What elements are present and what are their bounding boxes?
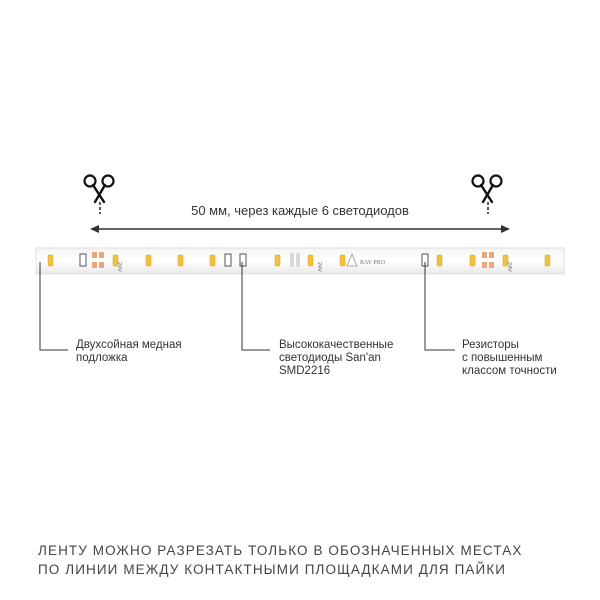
cut-instructions-line-1: ЛЕНТУ МОЖНО РАЗРЕЗАТЬ ТОЛЬКО В ОБОЗНАЧЕННЫХ МЕСТАХ: [38, 543, 523, 558]
led-chip: [146, 255, 151, 266]
led-chip: [275, 255, 280, 266]
led-chip: [437, 255, 442, 266]
solder-pad: [482, 252, 487, 258]
cut-instructions-line-2: ПО ЛИНИИ МЕЖДУ КОНТАКТНЫМИ ПЛОЩАДКАМИ ДЛЯ ПАЙКИ: [38, 562, 507, 577]
led-chip: [470, 255, 475, 266]
resistor: [422, 254, 428, 266]
led-strip: [0, 240, 600, 280]
callout-leds: Высококачественные светодиоды San'an SMD2216: [279, 339, 394, 377]
voltage-mark: 24V: [506, 262, 512, 272]
measurement-label: 50 мм, через каждые 6 светодиодов: [191, 203, 409, 218]
solder-pad: [489, 262, 494, 268]
voltage-mark: 24V: [316, 262, 322, 272]
resistor: [225, 254, 231, 266]
solder-pad: [92, 252, 97, 258]
resistor: [80, 254, 86, 266]
solder-pad: [482, 262, 487, 268]
callout-resistors: Резисторы с повышенным классом точности: [462, 339, 557, 377]
solder-pad: [489, 252, 494, 258]
led-chip: [340, 255, 345, 266]
contact-pad: [290, 253, 294, 267]
contact-pad: [296, 253, 300, 267]
led-chip: [545, 255, 550, 266]
cut-instructions: [38, 541, 578, 579]
dimension-arrow: [90, 222, 510, 236]
led-chip: [210, 255, 215, 266]
led-chip: [48, 255, 53, 266]
led-chip: [178, 255, 183, 266]
brand-mark: RAY PRO: [360, 260, 386, 266]
resistor: [240, 254, 246, 266]
led-chip: [308, 255, 313, 266]
solder-pad: [99, 252, 104, 258]
callout-copper-substrate: Двухсойная медная подложка: [76, 339, 182, 364]
solder-pad: [92, 262, 97, 268]
solder-pad: [99, 262, 104, 268]
voltage-mark: 24V: [116, 262, 122, 272]
